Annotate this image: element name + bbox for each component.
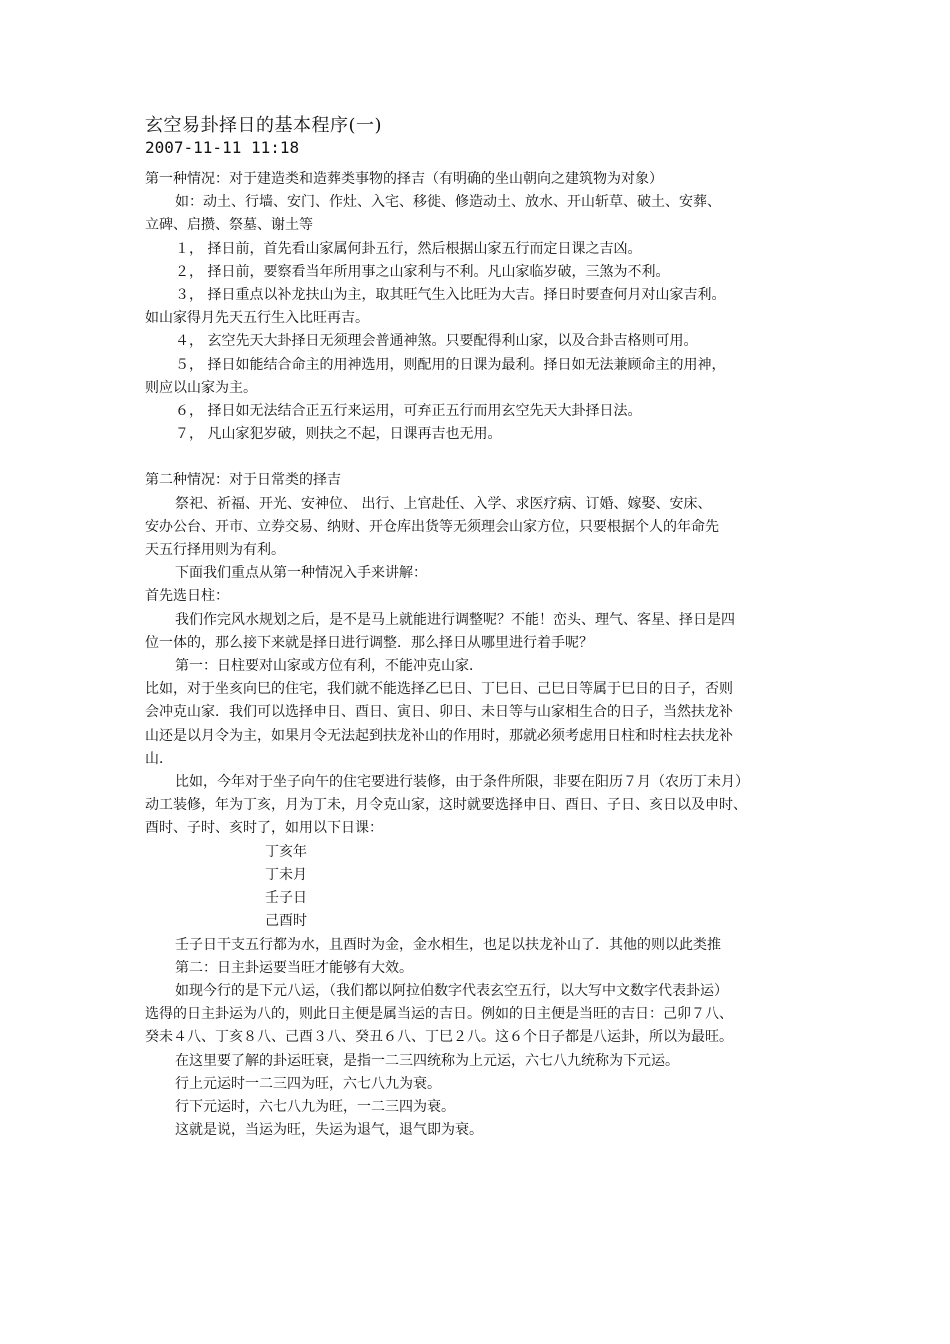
subheading-day-pillar: 首先选日柱： (145, 588, 229, 605)
paragraph-line: 安办公台、开市、立券交易、纳财、开仓库出货等无须理会山家方位，只要根据个人的年命先 (145, 518, 719, 535)
rule-item-2: ２， 择日前，要察看当年所用事之山家利与不利。凡山家临岁破，三煞为不利。 (175, 263, 670, 280)
rule-item-4: ４， 玄空先天大卦择日无须理会普通神煞。只要配得利山家，以及合卦吉格则可用。 (175, 333, 698, 350)
paragraph-line: 山还是以月令为主，如果月令无法起到扶龙补山的作用时，那就必须考虑用日柱和时柱去扶龙补 (145, 727, 733, 744)
rule-item-5: ５， 择日如能结合命主的用神选用，则配用的日课为最利。择日如无法兼顾命主的用神， (175, 356, 726, 373)
paragraph-line: 选得的日主卦运为八的，则此日主便是属当运的吉日。例如的日主便是当旺的吉日：己卯７八、 (145, 1006, 733, 1023)
paragraph-line: 比如，对于坐亥向巳的住宅，我们就不能选择乙巳日、丁巳日、己巳日等属于巳日的日子，否则 (145, 681, 733, 698)
paragraph-line: 我们作完风水规划之后，是不是马上就能进行调整呢？不能！峦头、理气、客星、择日是四 (175, 611, 735, 628)
date-pillar-year: 丁亥年 (265, 843, 307, 860)
point-second: 第二：日主卦运要当旺才能够有大效。 (175, 959, 413, 976)
paragraph-line: 如山家得月先天五行生入比旺再吉。 (145, 310, 369, 327)
document-title: 玄空易卦择日的基本程序(一) (145, 115, 383, 136)
point-first: 第一：日柱要对山家或方位有利，不能冲克山家． (175, 658, 483, 675)
paragraph-line: 则应以山家为主。 (145, 379, 257, 396)
document-page (145, 114, 815, 1142)
paragraph-line: 如现今行的是下元八运，（我们都以阿拉伯数字代表玄空五行，以大写中文数字代表卦运） (175, 982, 728, 999)
rule-item-7: ７， 凡山家犯岁破，则扶之不起，日课再吉也无用。 (175, 426, 502, 443)
section-heading-second-case: 第二种情况：对于日常类的择吉 (145, 472, 341, 489)
rule-item-6: ６， 择日如无法结合正五行来运用，可弃正五行而用玄空先天大卦择日法。 (175, 403, 642, 420)
paragraph-line: 行下元运时，六七八九为旺，一二三四为衰。 (175, 1098, 455, 1115)
paragraph-line: 癸未４八、丁亥８八、己酉３八、癸丑６八、丁巳２八。这６个日子都是八运卦，所以为最旺。 (145, 1029, 733, 1046)
date-pillar-month: 丁未月 (265, 866, 307, 883)
paragraph-line: 下面我们重点从第一种情况入手来讲解： (175, 565, 427, 582)
paragraph-line: 位一体的，那么接下来就是择日进行调整．那么择日从哪里进行着手呢？ (145, 634, 593, 651)
paragraph-line: 行上元运时一二三四为旺，六七八九为衰。 (175, 1075, 441, 1092)
blank-line (145, 446, 815, 469)
paragraph-line: 动工装修，年为丁亥，月为丁未，月令克山家，这时就要选择申日、酉日、子日、亥日以及申时、 (145, 797, 747, 814)
paragraph-line: 酉时、子时、亥时了，如用以下日课： (145, 820, 383, 837)
paragraph-line: 会冲克山家．我们可以选择申日、酉日、寅日、卯日、未日等与山家相生合的日子，当然扶龙补 (145, 704, 733, 721)
paragraph-line: 如：动土、行墙、安门、作灶、入宅、移徙、修造动土、放水、开山斩草、破土、安葬、 (175, 194, 721, 211)
section-heading-first-case: 第一种情况：对于建造类和造葬类事物的择吉（有明确的坐山朝向之建筑物为对象） (145, 171, 663, 187)
rule-item-1: １， 择日前，首先看山家属何卦五行，然后根据山家五行而定日课之吉凶。 (175, 240, 642, 257)
paragraph-line: 天五行择用则为有利。 (145, 542, 285, 559)
paragraph-line: 这就是说，当运为旺，失运为退气，退气即为衰。 (175, 1122, 483, 1139)
paragraph-line: 壬子日干支五行都为水，且酉时为金，金水相生，也足以扶龙补山了．其他的则以此类推 (175, 936, 721, 953)
rule-item-3: ３， 择日重点以补龙扶山为主，取其旺气生入比旺为大吉。择日时要查何月对山家吉利。 (175, 287, 726, 304)
date-pillar-day: 壬子日 (265, 890, 307, 907)
paragraph-line: 在这里要了解的卦运旺衰，是指一二三四统称为上元运，六七八九统称为下元运。 (175, 1052, 679, 1069)
paragraph-line: 山． (145, 750, 173, 767)
date-pillar-hour: 己酉时 (265, 913, 307, 930)
paragraph-line: 比如，今年对于坐子向午的住宅要进行装修，由于条件所限，非要在阳历７月（农历丁未月） (175, 774, 749, 791)
paragraph-line: 祭祀、祈福、开光、安神位、 出行、上官赴任、入学、求医疗病、订婚、嫁娶、安床、 (175, 495, 712, 512)
paragraph-line: 立碑、启攒、祭墓、谢土等 (145, 217, 313, 234)
document-date: 2007-11-11 11:18 (145, 138, 300, 157)
